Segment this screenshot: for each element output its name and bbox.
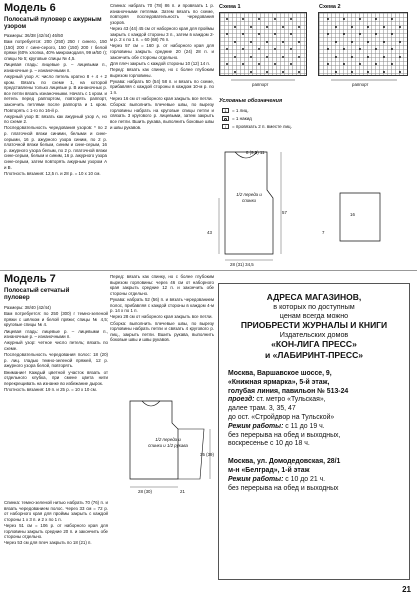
model6-sizes: Размеры: 36/38 (42/44) 46/50 [4,33,64,38]
stitch-mark [335,41,337,43]
model6-sequence: Последовательность чередования узоров: * по 2 р. платочной вязки синими, белыми и сине-серыми, 16 р. ажурного узора синим, по 2 р. платочной вязки белым, синим и сине-серым, 16 р. ажурного узора белым, по 2 р. платочной вязки сине-серым, белым и синим, 16 р. ажурного узора сине-серым, затем повторять ажурным узором А и В. [4,125,107,170]
stitch-mark [266,56,268,58]
model6-materials: Вам потребуется: 200 (250) 250 г синего, 150 (150) 200 г сине-серого, 150 (150) 200 г белой пряжи (60% хлопка, 40% микромодаля, 99 м/50 г); спицы № 5; круговые спицы № 4,5. [4,39,107,61]
stitch-mark [351,56,353,58]
model7-sleeve-end: Через 28 см от наборного края закрыть все петли. [110,314,213,320]
model6-dim-16: 16 [350,212,355,217]
stitch-mark [266,41,268,43]
stitch-mark [359,18,361,20]
stitch-mark [327,63,329,65]
rapport-label-2: раппорт [352,82,369,87]
stitch-mark [335,56,337,58]
stitch-mark [298,71,300,73]
addr1-line5: далее трам. 3, 35, 47 [228,405,296,413]
addr2-line1: Москва, ул. Домодедовская, 28/1 [228,458,341,466]
model7-column-2 [4,500,108,592]
stitch-mark [375,33,377,35]
addr1-hours: Режим работы: с 11 до 19 ч. [228,422,325,430]
ad-heading-1: АДРЕСА МАГАЗИНОВ, [266,292,362,302]
stitch-mark [399,71,401,73]
stitch-mark [375,63,377,65]
schema-2-grid [318,12,408,76]
model6-shoulders: Для плеч закрыть с каждой стороны 10 (12) 14 п. [110,60,210,66]
rapport-label-1: раппорт [252,82,269,87]
store-addresses-box [218,283,410,580]
stitch-mark [234,41,236,43]
knit-symbol-icon: 1 [222,108,229,113]
stitch-mark [250,26,252,28]
model6-dim-7: 7 [322,230,325,235]
stitch-mark [343,33,345,35]
model6-pattern-drawing [215,142,295,270]
stitch-mark [343,48,345,50]
stitch-mark [298,56,300,58]
model7-neckline: Через 51 см = 106 р. от наборного края для горловины закрыть средние 20 п. и закончить обе стороны отдельно. [4,522,108,540]
stitch-mark [290,63,292,65]
stitch-mark [383,56,385,58]
schema-2-title: Схема 2 [319,4,341,10]
model7-half-label: 1/2 переда и спинки и 1/2 рукава [148,437,188,448]
stitch-mark [242,63,244,65]
stitch-mark [391,18,393,20]
stitch-mark [298,26,300,28]
stitch-mark [383,26,385,28]
addr1-line4: проезд: ст. метро «Тульская», [228,396,326,404]
stitch-mark [258,63,260,65]
stitch-mark [282,41,284,43]
stitch-mark [335,71,337,73]
model7-stockinette: Лицевая гладь: лицевые р. – лицевыми п., изнаночные р. – изнаночными п. [4,328,108,340]
stitch-mark [234,71,236,73]
legend-item-yarnover: = 1 накид [222,116,252,121]
model7-dim-width: 28 (30) [138,489,152,494]
model6-title: Модель 6 [4,2,56,14]
model6-stockinette: Лицевая гладь: лицевые р. – лицевыми п., изнаночные р. – изнаночными п. [4,62,107,73]
stitch-mark [234,56,236,58]
model7-sequence: Последовательность чередования полос: 18 (20) р. лиц. гладью темно-зеленой пряжей, 12 р. ажурного узора белой, повторять. [4,352,108,369]
stitch-mark [383,71,385,73]
stitch-mark [290,33,292,35]
stitch-mark [335,26,337,28]
stitch-mark [226,48,228,50]
model6-dim-57: 57 [282,210,287,215]
ad-heading-2: в которых по доступным [273,302,355,311]
addr1-line1: Москва, Варшавское шоссе, 9, [228,370,332,377]
model6-lace-a: Ажурный узор А: число петель кратно 8 + 4 + 2 кром. Вязать по схеме 1, на которой представлены только лицевые р. В изнаночных р. все петли вязать изнаночными. Начать с 1 кром. и петель перед раппортом, повторять раппорт, закончить петлями после раппорта и 1 кром. Повторять с 1-го по 16-й р. [4,73,107,113]
stitch-mark [367,41,369,43]
stitch-mark [327,18,329,20]
stitch-mark [375,18,377,20]
stitch-mark [226,33,228,35]
stitch-mark [359,33,361,35]
stitch-mark [258,48,260,50]
model7-shoulders: Через 53 см для плеч закрыть по 18 (21) п. [4,540,92,546]
rapport-markers [219,76,409,90]
model6-sleeves: Рукава: набрать 50 (54) 58 п. и вязать по схеме, прибавляя с каждой стороны в каждом 10-м р. по 1 п. [110,78,214,95]
stitch-mark [250,71,252,73]
model6-sleeve-end: Через 16 см от наборного края закрыть все петли. [110,96,213,102]
stitch-mark [359,63,361,65]
stitch-mark [367,71,369,73]
stitch-mark [226,63,228,65]
stitch-mark [367,26,369,28]
model7-materials: Вам потребуется: по 250 (300) г темно-зеленой пряжи с шёлком и белой пряжи; спицы № 4,5; круговые спицы № 4. [4,311,108,328]
stitch-mark [343,63,345,65]
stitch-mark [327,33,329,35]
stitch-mark [343,18,345,20]
model6-armhole: Через 43 (44) 45 см от наборного края для проймы закрыть с каждой стороны 3 п., затем в каждом 2-м р. 2 х по 1 п. = 60 (68) 76 п. [110,25,214,43]
stitch-mark [290,48,292,50]
model7-dim-21: 21 [180,489,185,494]
stitch-mark [234,26,236,28]
yarnover-symbol-icon [222,116,229,121]
model7-column-3 [110,274,214,392]
model7-sleeves: Рукава: набрать 52 (56) п. и вязать чередованием полос, прибавляя с каждой стороны в каждом 4-м р. 14 х по 1 п. [110,296,214,314]
stitch-mark [242,18,244,20]
ad-heading-3: ценам всегда можно [279,311,349,320]
stitch-mark [266,26,268,28]
stitch-mark [274,48,276,50]
stitch-mark [274,33,276,35]
addr2-note: без перерыва на обед и выходных [228,484,339,492]
addr1-line2: «Книжная ярмарка», 5-й этаж, [228,378,330,386]
ad-brand-2: и «ЛАБИРИНТ-ПРЕСС» [264,349,364,360]
stitch-mark [282,71,284,73]
model6-lace-b: Ажурный узор В: вязать как ажурный узор А, но по схеме 2. [4,113,107,125]
legend-item-knit: 1 = 1 лиц. [222,108,249,113]
model6-front: Перед: вязать как спинку, но с более глубоким вырезом горловины. [110,66,214,78]
stitch-mark [391,48,393,50]
page-number: 21 [402,585,411,594]
model7-subtitle: Полосатый сетчатый пуловер [4,287,70,302]
stitch-mark [391,33,393,35]
stitch-mark [274,18,276,20]
model6-back: Спинка: набрать 70 (78) 86 п. и провязать 1 р. изнаночными петлями. Затем вязать по схеме, повторяя последовательность чередования узоров. [110,3,214,25]
model7-dim-height: 35 (39) [200,452,214,457]
stitch-mark [399,56,401,58]
addr1-line6: до ост. «Стройдвор на Тульской» [228,413,335,421]
stitch-mark [351,41,353,43]
stitch-mark [298,41,300,43]
model7-assembly: Сборка: выполнить плечевые швы, по вырезу горловины набрать петли и связать 4 кругового р. лиц., закрыть петли. Вшить рукава, выполнить боковые швы и швы рукавов. [110,320,214,343]
model6-gauge: Плотность вязания: 12,5 п. и 28 р. = 10 х 10 см. [4,170,101,176]
model7-column-1 [4,305,108,405]
model7-title: Модель 7 [4,273,56,285]
addr1-note1: без перерыва на обед и выходных, [228,431,341,439]
model6-neckline: Через 57 см = 160 р. от наборного края для горловины закрыть средние 20 (24) 28 п. и закончить обе стороны отдельно. [110,43,214,60]
stitch-mark [327,48,329,50]
stitch-mark [258,33,260,35]
stitch-mark [242,48,244,50]
ad-heading-5: Издательских домов [279,330,349,339]
stitch-mark [391,63,393,65]
stitch-mark [351,71,353,73]
section-divider [0,270,417,271]
stitch-mark [258,18,260,20]
addr1-note2: воскресенье с 10 до 18 ч. [228,440,310,448]
stitch-mark [282,56,284,58]
stitch-mark [399,26,401,28]
stitch-mark [359,48,361,50]
ad-heading-4: ПРИОБРЕСТИ ЖУРНАЛЫ И КНИГИ [240,320,388,330]
legend-title: Условные обозначения [219,98,283,104]
model6-dim-neck: 8 (9,5) 11 [246,150,265,155]
model6-column-1 [4,33,107,268]
model7-back: Спинка: темно-зеленой нитью набрать 70 (76) п. и вязать чередованием полос. Через 33 см = 72 р. от наборного края для проймы закрыть с каждой стороны 1 х 3 п. и 2 х по 1 п. [4,500,108,522]
stitch-mark [274,63,276,65]
stitch-mark [266,71,268,73]
model6-assembly: Сборка: выполнить плечевые швы, по вырезу горловины набрать на круговые спицы петли и связать 3 кругового р. лицевыми, затем закрыть все петли. Вшить рукава, выполнить боковые швы и швы рукавов. [110,102,214,130]
stitch-mark [226,18,228,20]
schema-1-title: Схема 1 [219,4,241,10]
legend-item-k2tog: / = провязать 2 п. вместе лиц. [222,124,292,129]
model6-sleeve-drawing [330,185,400,255]
stitch-mark [383,41,385,43]
schema-1-grid [219,12,307,76]
model6-dim-43: 43 [207,230,212,235]
stitch-mark [250,41,252,43]
stitch-mark [351,26,353,28]
model6-dim-width: 28 (31) 34,5 [230,262,254,267]
stitch-mark [375,48,377,50]
model7-lace: Ажурный узор: четное число петель; вязать по схеме. [4,340,108,351]
model6-half-label: 1/2 переда и спинки [236,192,262,203]
stitch-mark [282,26,284,28]
stitch-mark [242,33,244,35]
model7-gauge: Плотность вязания: 19 п. и 25 р. = 10 х 10 см. [4,386,97,392]
k2tog-symbol-icon: / [222,124,229,129]
addr2-hours: Режим работы: с 10 до 21 ч. [228,475,326,483]
model6-column-2 [110,3,214,163]
addr2-line2: м-н «Белград», 1-й этаж [228,466,310,474]
model6-subtitle: Полосатый пуловер с ажурным узором [4,16,102,31]
stitch-mark [290,18,292,20]
model7-sizes: Размеры: 38/40 (42/44) [4,305,51,310]
stitch-mark [250,56,252,58]
stitch-mark [367,56,369,58]
addr1-line3: голубая линия, павильон № 513-24 [228,387,349,395]
stitch-mark [399,41,401,43]
model7-attention: Внимание! Каждый цветной участок вязать от отдельного клубка, при смене цвета нити перекрещивать на изнанке во избежание дырок. [4,369,108,386]
model7-front: Перед: вязать как спинку, но с более глубоким вырезом горловины: через 46 см от наборного края закрыть средние 12 п. и закончить обе стороны отдельно. [110,274,214,296]
ad-brand-1: «КОН-ЛИГА ПРЕСС» [271,339,357,349]
